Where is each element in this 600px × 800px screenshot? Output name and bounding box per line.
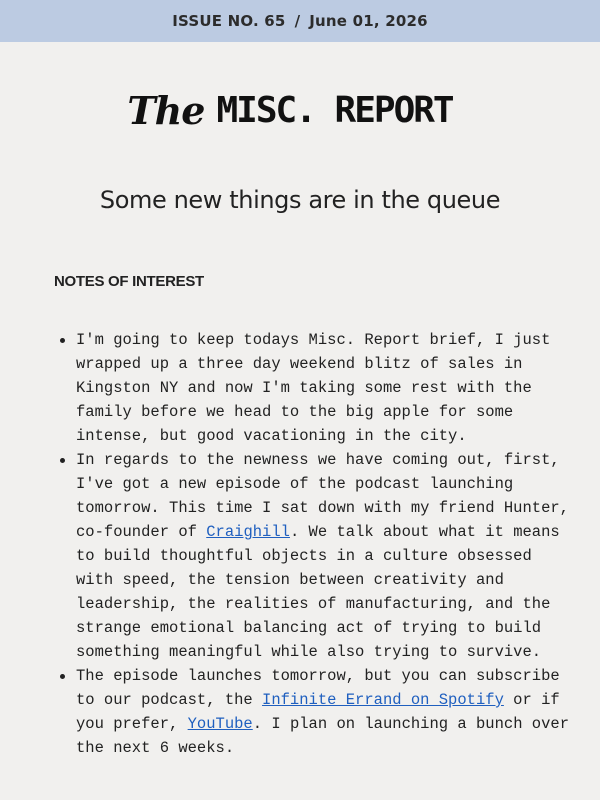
note-text: or if you prefer, <box>76 691 560 733</box>
issue-separator: / <box>294 12 301 30</box>
masthead-logo <box>0 86 590 136</box>
bullet-icon <box>60 674 65 679</box>
list-item <box>76 448 576 664</box>
craighill-link[interactable]: Craighill <box>206 523 290 541</box>
issue-number: ISSUE NO. 65 <box>172 12 286 30</box>
section-label: NOTES OF INTEREST <box>54 273 204 290</box>
notes-list <box>54 328 576 760</box>
youtube-link[interactable]: YouTube <box>187 715 253 733</box>
list-item <box>76 664 576 760</box>
note-text: I'm going to keep todays Misc. Report brief, I just wrapped up a three day weekend blitz of sales in Kingston NY and now I'm taking some rest with the family before we head to the big apple for some intense, but good vacationing in the city. <box>76 331 551 445</box>
note-text: In regards to the newness we have coming out, first, I've got a new episode of the podcast launching tomorrow. This time I sat down with my friend Hunter, co-founder of <box>76 451 569 541</box>
list-item <box>76 328 576 448</box>
issue-date: June 01, 2026 <box>309 12 428 30</box>
note-text: The episode launches tomorrow, but you can subscribe to our podcast, the <box>76 667 560 709</box>
issue-bar <box>0 0 600 42</box>
note-text: . We talk about what it means to build thoughtful objects in a culture obsessed with speed, the tension between creativity and leadership, the realities of manufacturing, and the strange emotional balancing act of trying to build something meaningful while also trying to survive. <box>76 523 560 661</box>
bullet-icon <box>60 338 65 343</box>
spotify-podcast-link[interactable]: Infinite Errand on Spotify <box>262 691 504 709</box>
masthead-name: MISC. REPORT <box>216 90 453 131</box>
note-text: . I plan on launching a bunch over the next 6 weeks. <box>76 715 570 757</box>
headline: Some new things are in the queue <box>99 186 501 214</box>
bullet-icon <box>60 458 65 463</box>
masthead-the: The <box>127 88 205 133</box>
